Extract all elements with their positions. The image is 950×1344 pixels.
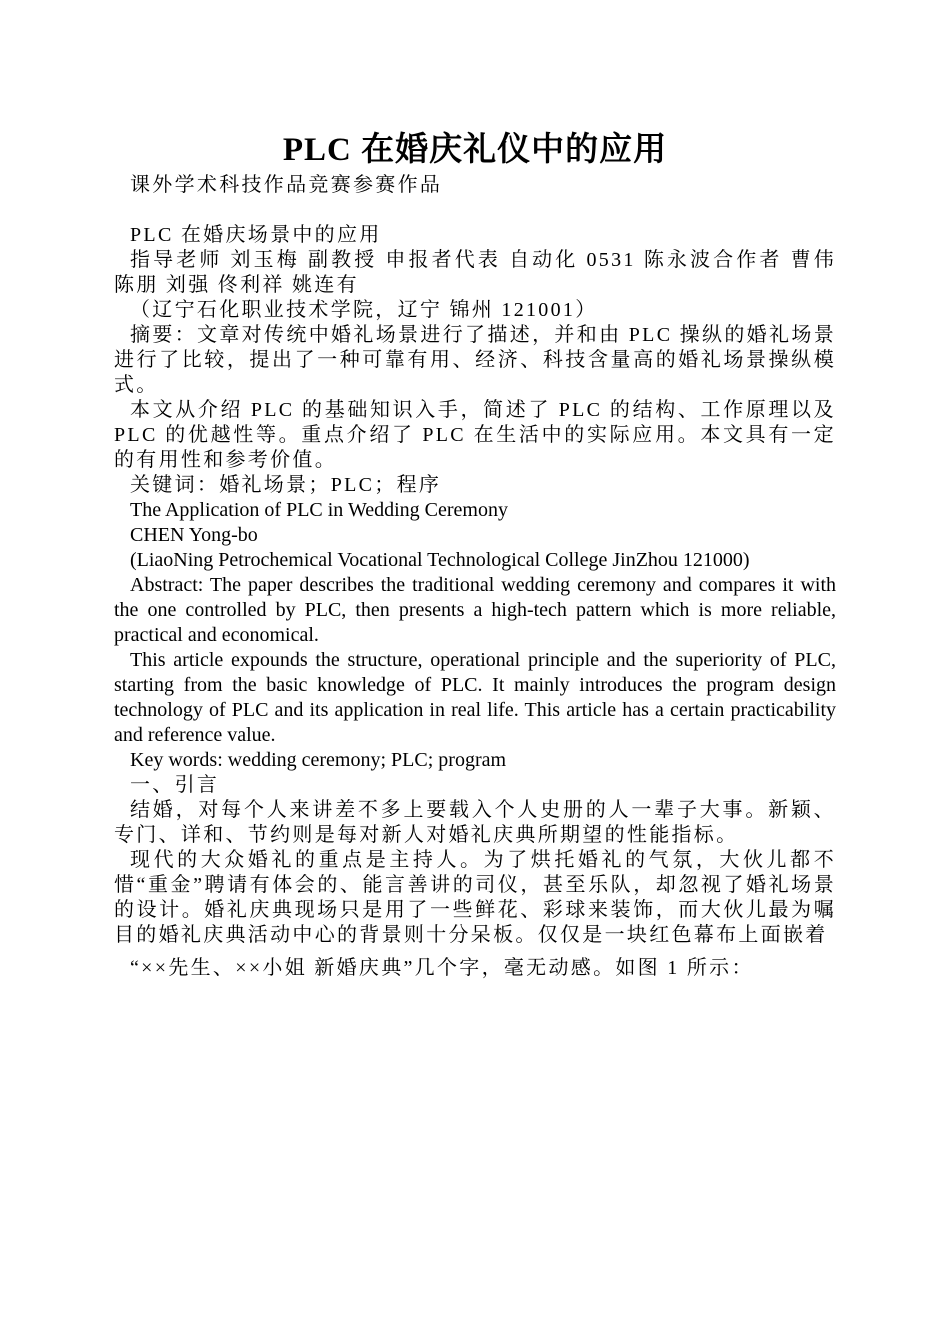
- chinese-subtitle: PLC 在婚庆场景中的应用: [130, 224, 382, 246]
- body-paragraph: 现代的大众婚礼的重点是主持人。为了烘托婚礼的气氛，大伙儿都不惜“重金”聘请有体会的、能言善讲的司仪，甚至乐队，却忽视了婚礼场景的设计。婚礼庆典现场只是用了一些鲜花、彩球来装饰，而大伙儿最为嘱目的婚礼庆典活动中心的背景则十分呆板。仅仅是一块红色幕布上面嵌着: [114, 849, 836, 946]
- abstract-en: Abstract: The paper describes the traditional wedding ceremony and compares it with the one controlled by PLC, then presents a high-tech pattern which is more reliable, practical and economical.: [114, 574, 836, 646]
- english-title: The Application of PLC in Wedding Ceremony: [130, 499, 508, 521]
- authors: 指导老师 刘玉梅 副教授 申报者代表 自动化 0531 陈永波合作者 曹伟 陈朋 刘强 佟利祥 姚连有: [114, 249, 836, 296]
- intro-cn: 本文从介绍 PLC 的基础知识入手，简述了 PLC 的结构、工作原理以及 PLC 的优越性等。重点介绍了 PLC 在生活中的实际应用。本文具有一定的有用性和参考价值。: [114, 399, 836, 471]
- body-paragraph: 结婚，对每个人来讲差不多上要载入个人史册的人一辈子大事。新颖、专门、详和、节约则是每对新人对婚礼庆典所期望的性能指标。: [114, 799, 836, 846]
- summary-en: This article expounds the structure, operational principle and the superiority of PLC, starting from the basic knowledge of PLC. It mainly introduces the program design technology of PLC and its application in real life. This article has a certain practicability and reference value.: [114, 649, 836, 746]
- blank-line: [114, 198, 836, 223]
- affiliation-cn: （辽宁石化职业技术学院，辽宁 锦州 121001）: [130, 299, 598, 321]
- keywords-en: Key words: wedding ceremony; PLC; program: [130, 749, 507, 771]
- section-heading-introduction: 一、引言: [130, 774, 220, 796]
- competition-note: 课外学术科技作品竞赛参赛作品: [130, 174, 443, 196]
- document-page: [114, 128, 836, 981]
- english-author: CHEN Yong-bo: [130, 524, 258, 546]
- body-paragraph: “××先生、××小姐 新婚庆典”几个字，毫无动感。如图 1 所示：: [130, 957, 754, 979]
- abstract-cn: 摘要：文章对传统中婚礼场景进行了描述，并和由 PLC 操纵的婚礼场景进行了比较，提出了一种可靠有用、经济、科技含量高的婚礼场景操纵模式。: [114, 324, 836, 396]
- affiliation-en: (LiaoNing Petrochemical Vocational Technological College JinZhou 121000): [130, 549, 750, 571]
- document-title: PLC 在婚庆礼仪中的应用: [282, 132, 668, 168]
- keywords-cn: 关键词：婚礼场景；PLC；程序: [130, 474, 442, 496]
